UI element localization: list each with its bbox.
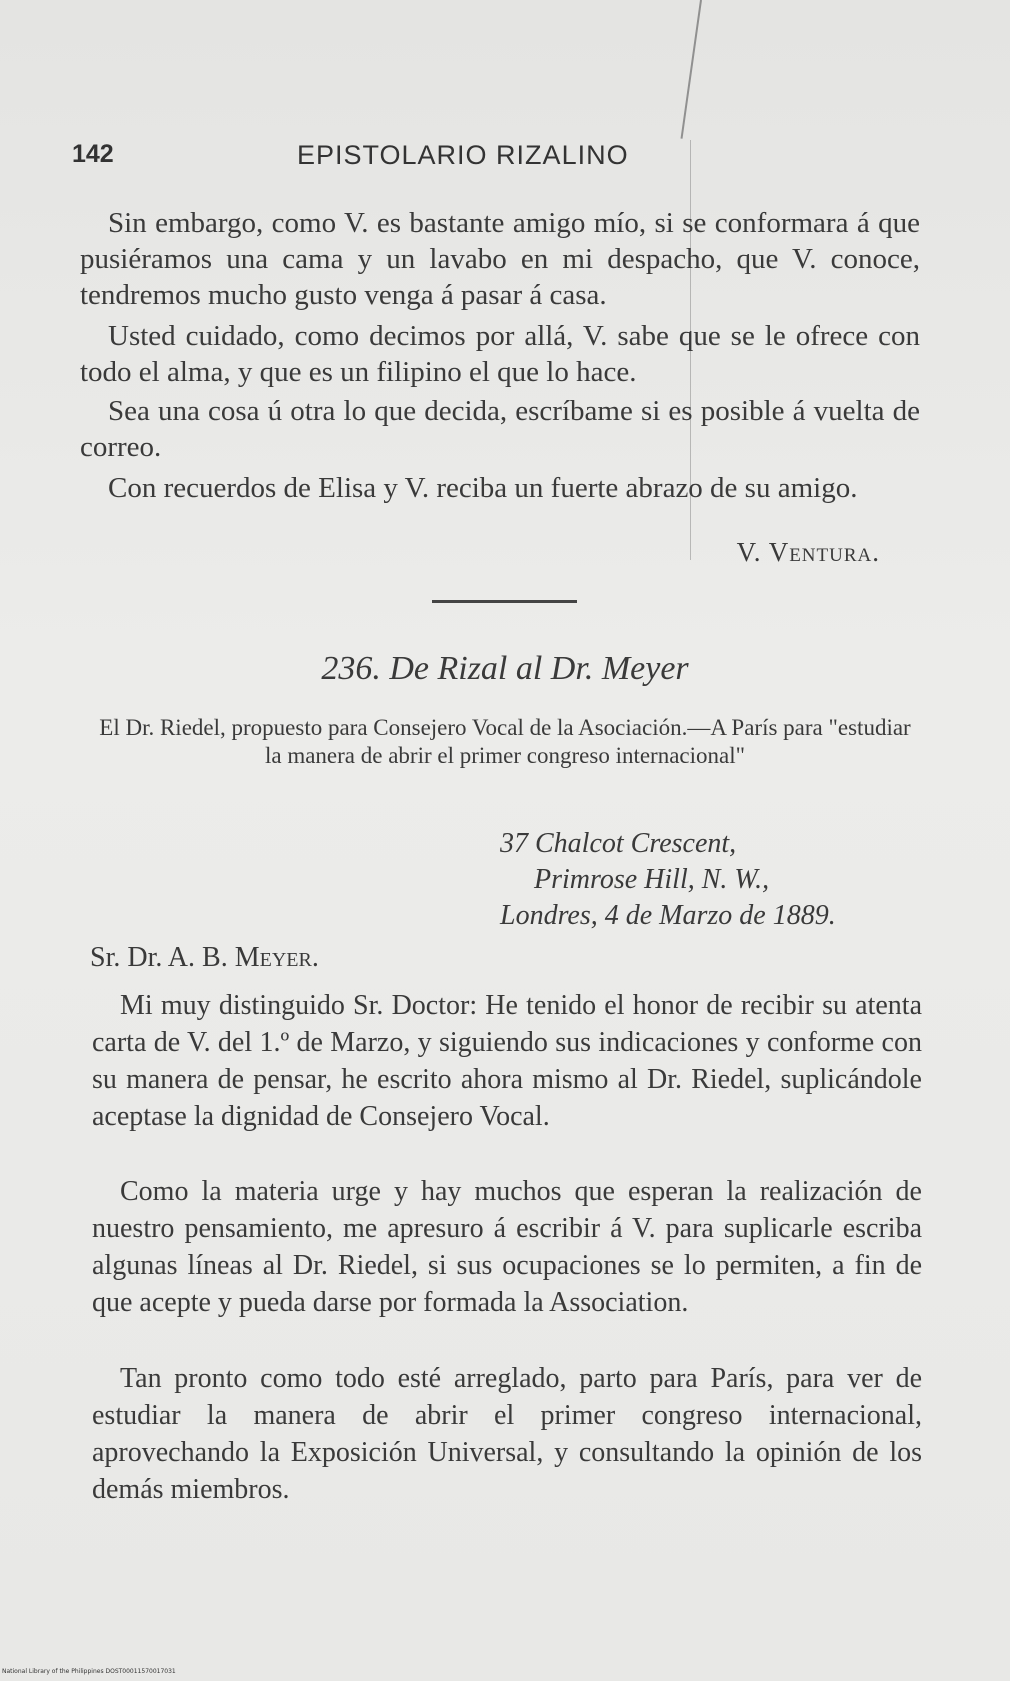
paragraph: Usted cuidado, como decimos por allá, V. sabe que se le ofrece con todo el alma, y que es un filipino el que lo hace. (80, 320, 920, 388)
salutation (90, 942, 319, 974)
letter-title: 236. De Rizal al Dr. Meyer (321, 650, 689, 687)
paragraph: Tan pronto como todo esté arreglado, parto para París, para ver de estudiar la manera de abrir el primer congreso internacional, aprovechando la Exposición Universal, y consultando la opinión de los demás miembros. (92, 1363, 922, 1505)
section-divider (432, 600, 577, 603)
paragraph: Como la materia urge y hay muchos que esperan la realización de nuestro pensamiento, me apresuro á escribir á V. para suplicarle escriba algunas líneas al Dr. Riedel, si sus ocupaciones se lo permiten, a fin de que acepte y pueda darse por formada la Association. (92, 1176, 922, 1318)
letter-address (500, 826, 920, 934)
running-head (72, 140, 682, 180)
page-crease (681, 0, 702, 139)
signature: V. Ventura. (736, 537, 880, 567)
salutation-prefix: Sr. Dr. A. B. (90, 942, 235, 973)
paragraph: Mi muy distinguido Sr. Doctor: He tenido el honor de recibir su atenta carta de V. del 1.º de Marzo, y siguiendo sus indicaciones y conforme con su manera de pensar, he escrito ahora mismo al Dr. Riedel, suplicándole aceptase la dignidad de Consejero Vocal. (92, 990, 922, 1132)
running-title: EPISTOLARIO RIZALINO (297, 140, 629, 170)
paragraph: Con recuerdos de Elisa y V. reciba un fuerte abrazo de su amigo. (108, 472, 858, 504)
letter-summary: El Dr. Riedel, propuesto para Consejero Vocal de la Asociación.—A París para "estudiar la manera de abrir el primer congreso internacional" (99, 715, 911, 768)
paragraph: Sin embargo, como V. es bastante amigo mío, si se conformara á que pusiéramos una cama y un lavabo en mi despacho, que V. conoce, tendremos mucho gusto venga á pasar á casa. (80, 207, 920, 311)
address-line: Londres, 4 de Marzo de 1889. (500, 900, 836, 931)
footer-credit: National Library of the Philippines DOST00011570017031 (2, 1668, 176, 1675)
address-line: 37 Chalcot Crescent, (500, 828, 737, 859)
salutation-name: Meyer. (234, 942, 319, 973)
address-line: Primrose Hill, N. W., (534, 864, 770, 895)
paragraph: Sea una cosa ú otra lo que decida, escríbame si es posible á vuelta de correo. (80, 395, 920, 463)
page-number: 142 (72, 140, 114, 168)
